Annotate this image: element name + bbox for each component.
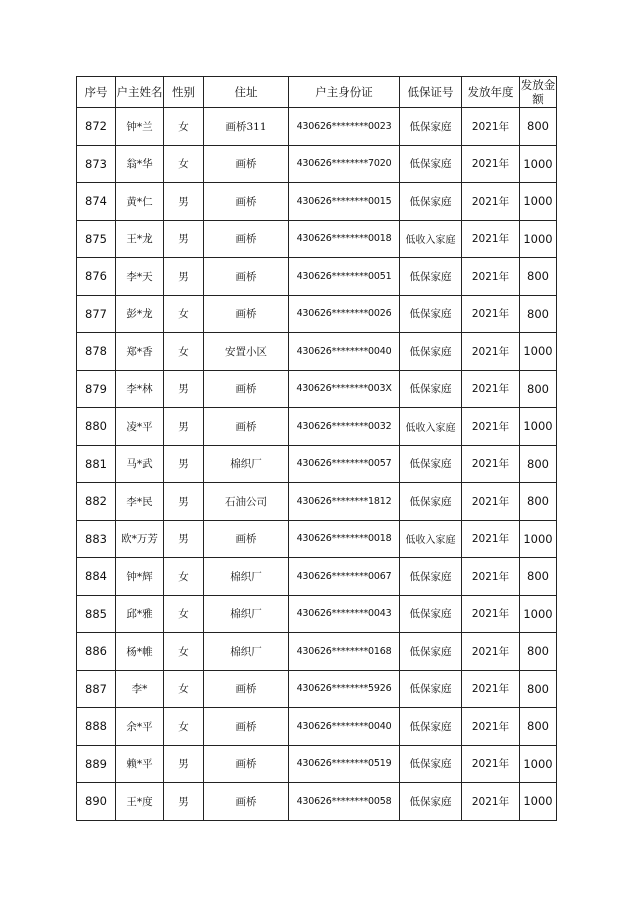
table-row	[77, 708, 557, 746]
cell-name: 钟*辉	[116, 558, 164, 596]
cell-seq: 887	[77, 670, 116, 708]
cell-cert-no: 低收入家庭	[400, 220, 462, 258]
cell-address: 画桥311	[204, 108, 289, 146]
table-row	[77, 183, 557, 221]
cell-address: 画桥	[204, 708, 289, 746]
table-row	[77, 783, 557, 821]
cell-year: 2021年	[462, 783, 520, 821]
cell-cert-no: 低保家庭	[400, 333, 462, 371]
cell-year: 2021年	[462, 145, 520, 183]
cell-id-card: 430626********0040	[289, 333, 400, 371]
cell-seq: 879	[77, 370, 116, 408]
cell-gender: 女	[164, 108, 204, 146]
cell-gender: 女	[164, 670, 204, 708]
cell-cert-no: 低保家庭	[400, 670, 462, 708]
header-id-card: 户主身份证	[289, 77, 400, 108]
cell-address: 石油公司	[204, 483, 289, 521]
cell-gender: 男	[164, 220, 204, 258]
table-row	[77, 333, 557, 371]
cell-seq: 880	[77, 408, 116, 446]
cell-seq: 890	[77, 783, 116, 821]
header-name: 户主姓名	[116, 77, 164, 108]
cell-cert-no: 低保家庭	[400, 633, 462, 671]
cell-year: 2021年	[462, 483, 520, 521]
table-row	[77, 370, 557, 408]
table-row	[77, 108, 557, 146]
cell-seq: 888	[77, 708, 116, 746]
beneficiary-table	[76, 76, 557, 821]
cell-id-card: 430626********5926	[289, 670, 400, 708]
cell-address: 画桥	[204, 145, 289, 183]
table-row	[77, 295, 557, 333]
table-header	[77, 77, 557, 108]
cell-amount: 800	[520, 370, 557, 408]
cell-id-card: 430626********0026	[289, 295, 400, 333]
cell-seq: 883	[77, 520, 116, 558]
cell-seq: 881	[77, 445, 116, 483]
cell-cert-no: 低保家庭	[400, 183, 462, 221]
cell-name: 黄*仁	[116, 183, 164, 221]
cell-gender: 男	[164, 483, 204, 521]
cell-gender: 女	[164, 295, 204, 333]
cell-name: 王*龙	[116, 220, 164, 258]
cell-year: 2021年	[462, 520, 520, 558]
cell-name: 翁*华	[116, 145, 164, 183]
cell-address: 画桥	[204, 183, 289, 221]
cell-address: 画桥	[204, 670, 289, 708]
cell-amount: 1000	[520, 783, 557, 821]
cell-name: 彭*龙	[116, 295, 164, 333]
cell-id-card: 430626********0015	[289, 183, 400, 221]
cell-seq: 873	[77, 145, 116, 183]
cell-seq: 877	[77, 295, 116, 333]
cell-cert-no: 低收入家庭	[400, 520, 462, 558]
cell-year: 2021年	[462, 445, 520, 483]
cell-name: 马*武	[116, 445, 164, 483]
cell-seq: 885	[77, 595, 116, 633]
cell-cert-no: 低收入家庭	[400, 408, 462, 446]
cell-amount: 1000	[520, 408, 557, 446]
table-row	[77, 633, 557, 671]
cell-name: 凌*平	[116, 408, 164, 446]
cell-id-card: 430626********0018	[289, 220, 400, 258]
cell-seq: 875	[77, 220, 116, 258]
cell-amount: 800	[520, 295, 557, 333]
cell-amount: 1000	[520, 220, 557, 258]
cell-address: 棉织厂	[204, 633, 289, 671]
cell-gender: 男	[164, 783, 204, 821]
table-row	[77, 220, 557, 258]
cell-seq: 886	[77, 633, 116, 671]
cell-cert-no: 低保家庭	[400, 745, 462, 783]
header-amount: 发放金额	[520, 78, 556, 106]
cell-id-card: 430626********0519	[289, 745, 400, 783]
header-gender: 性别	[164, 77, 204, 108]
cell-name: 李*民	[116, 483, 164, 521]
cell-cert-no: 低保家庭	[400, 145, 462, 183]
cell-address: 画桥	[204, 408, 289, 446]
cell-amount: 800	[520, 670, 557, 708]
cell-year: 2021年	[462, 633, 520, 671]
cell-gender: 男	[164, 370, 204, 408]
cell-cert-no: 低保家庭	[400, 783, 462, 821]
cell-amount: 800	[520, 258, 557, 296]
cell-amount: 800	[520, 108, 557, 146]
cell-seq: 882	[77, 483, 116, 521]
cell-gender: 男	[164, 183, 204, 221]
cell-amount: 800	[520, 558, 557, 596]
cell-seq: 878	[77, 333, 116, 371]
table-row	[77, 595, 557, 633]
header-row	[77, 77, 557, 108]
cell-gender: 女	[164, 333, 204, 371]
cell-id-card: 430626********0023	[289, 108, 400, 146]
cell-address: 棉织厂	[204, 558, 289, 596]
cell-name: 李*天	[116, 258, 164, 296]
cell-year: 2021年	[462, 670, 520, 708]
cell-id-card: 430626********0043	[289, 595, 400, 633]
cell-id-card: 430626********003X	[289, 370, 400, 408]
cell-year: 2021年	[462, 408, 520, 446]
cell-id-card: 430626********0040	[289, 708, 400, 746]
table-row	[77, 483, 557, 521]
cell-gender: 女	[164, 558, 204, 596]
cell-amount: 1000	[520, 595, 557, 633]
cell-address: 画桥	[204, 745, 289, 783]
cell-name: 杨*帷	[116, 633, 164, 671]
cell-name: 邱*雅	[116, 595, 164, 633]
cell-year: 2021年	[462, 220, 520, 258]
cell-name: 余*平	[116, 708, 164, 746]
table-row	[77, 445, 557, 483]
table-row	[77, 558, 557, 596]
cell-address: 棉织厂	[204, 595, 289, 633]
table-row	[77, 745, 557, 783]
table-row	[77, 145, 557, 183]
cell-id-card: 430626********1812	[289, 483, 400, 521]
cell-id-card: 430626********0067	[289, 558, 400, 596]
cell-year: 2021年	[462, 708, 520, 746]
cell-name: 李*林	[116, 370, 164, 408]
cell-name: 欧*万芳	[116, 520, 164, 558]
cell-cert-no: 低保家庭	[400, 595, 462, 633]
cell-address: 棉织厂	[204, 445, 289, 483]
cell-amount: 1000	[520, 145, 557, 183]
cell-address: 画桥	[204, 783, 289, 821]
cell-year: 2021年	[462, 108, 520, 146]
cell-amount: 1000	[520, 745, 557, 783]
cell-id-card: 430626********0018	[289, 520, 400, 558]
cell-year: 2021年	[462, 258, 520, 296]
cell-name: 李*	[116, 670, 164, 708]
cell-seq: 876	[77, 258, 116, 296]
cell-year: 2021年	[462, 370, 520, 408]
header-cert-no: 低保证号	[400, 77, 462, 108]
cell-amount: 800	[520, 708, 557, 746]
cell-amount: 800	[520, 483, 557, 521]
cell-name: 赖*平	[116, 745, 164, 783]
cell-year: 2021年	[462, 595, 520, 633]
cell-id-card: 430626********0058	[289, 783, 400, 821]
cell-cert-no: 低保家庭	[400, 708, 462, 746]
cell-amount: 1000	[520, 183, 557, 221]
cell-gender: 男	[164, 258, 204, 296]
header-seq: 序号	[77, 77, 116, 108]
cell-name: 钟*兰	[116, 108, 164, 146]
cell-seq: 872	[77, 108, 116, 146]
cell-id-card: 430626********0032	[289, 408, 400, 446]
table-row	[77, 258, 557, 296]
cell-seq: 889	[77, 745, 116, 783]
cell-cert-no: 低保家庭	[400, 483, 462, 521]
cell-year: 2021年	[462, 333, 520, 371]
cell-gender: 男	[164, 745, 204, 783]
header-address: 住址	[204, 77, 289, 108]
cell-id-card: 430626********0051	[289, 258, 400, 296]
cell-name: 郑*香	[116, 333, 164, 371]
cell-year: 2021年	[462, 295, 520, 333]
cell-address: 画桥	[204, 370, 289, 408]
cell-cert-no: 低保家庭	[400, 295, 462, 333]
cell-cert-no: 低保家庭	[400, 370, 462, 408]
cell-gender: 女	[164, 633, 204, 671]
cell-cert-no: 低保家庭	[400, 445, 462, 483]
cell-gender: 女	[164, 595, 204, 633]
cell-amount: 1000	[520, 333, 557, 371]
cell-address: 画桥	[204, 520, 289, 558]
table-body	[77, 108, 557, 821]
cell-gender: 男	[164, 520, 204, 558]
cell-address: 画桥	[204, 258, 289, 296]
cell-gender: 男	[164, 445, 204, 483]
cell-gender: 女	[164, 145, 204, 183]
table-row	[77, 670, 557, 708]
cell-cert-no: 低保家庭	[400, 558, 462, 596]
cell-gender: 女	[164, 708, 204, 746]
cell-cert-no: 低保家庭	[400, 258, 462, 296]
cell-seq: 874	[77, 183, 116, 221]
cell-name: 王*度	[116, 783, 164, 821]
cell-address: 画桥	[204, 220, 289, 258]
cell-amount: 1000	[520, 520, 557, 558]
cell-id-card: 430626********7020	[289, 145, 400, 183]
cell-year: 2021年	[462, 183, 520, 221]
cell-address: 安置小区	[204, 333, 289, 371]
table-row	[77, 408, 557, 446]
cell-id-card: 430626********0057	[289, 445, 400, 483]
cell-year: 2021年	[462, 745, 520, 783]
cell-amount: 800	[520, 633, 557, 671]
cell-amount: 800	[520, 445, 557, 483]
cell-cert-no: 低保家庭	[400, 108, 462, 146]
table-row	[77, 520, 557, 558]
cell-year: 2021年	[462, 558, 520, 596]
cell-seq: 884	[77, 558, 116, 596]
cell-id-card: 430626********0168	[289, 633, 400, 671]
cell-gender: 男	[164, 408, 204, 446]
header-year: 发放年度	[462, 77, 520, 108]
cell-address: 画桥	[204, 295, 289, 333]
